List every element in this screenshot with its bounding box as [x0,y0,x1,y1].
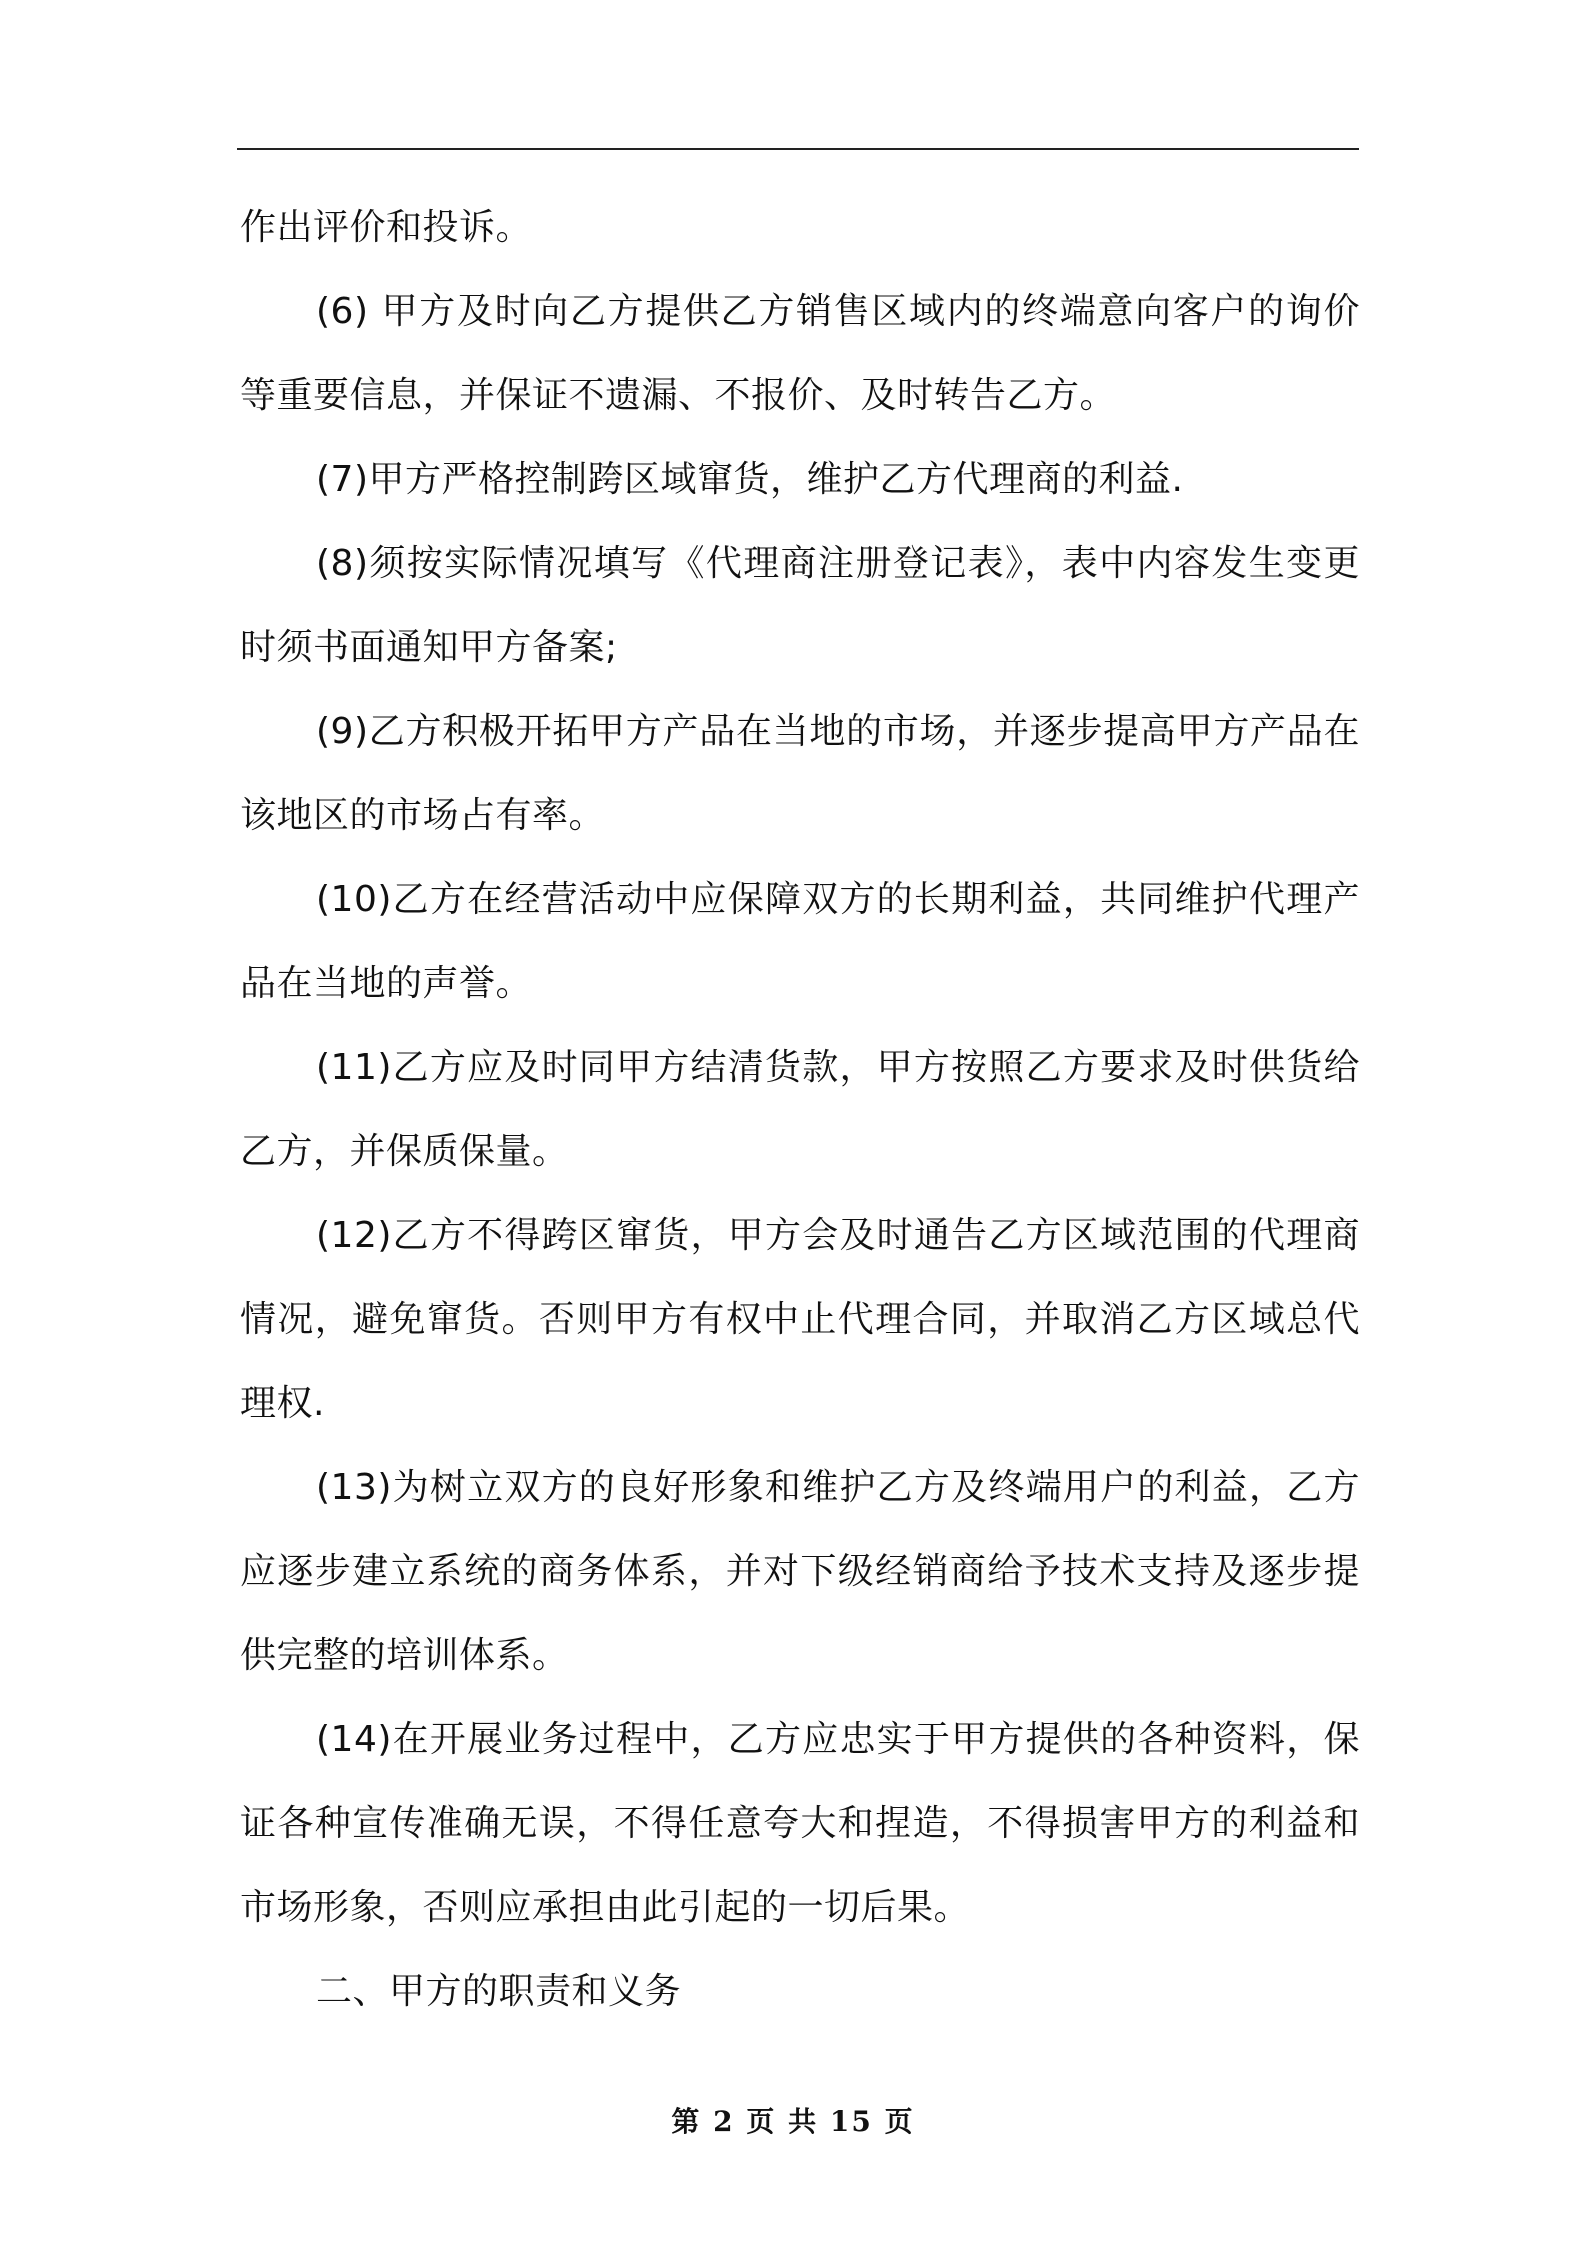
section-heading: 二、甲方的职责和义务 [316,1971,682,2012]
page-number: 第 2 页 共 15 页 [671,2105,915,2138]
paragraph-1: 作出评价和投诉。 [240,207,533,248]
paragraph-6: (10)乙方在经营活动中应保障双方的长期利益，共同维护代理产品在当地的声誉。 [240,879,1360,1004]
paragraph-3: (7)甲方严格控制跨区域窜货，维护乙方代理商的利益. [316,459,1184,500]
paragraph-10: (14)在开展业务过程中，乙方应忠实于甲方提供的各种资料，保证各种宣传准确无误，不得任意夸大和捏造，不得损害甲方的利益和市场形象，否则应承担由此引起的一切后果。 [240,1719,1360,1928]
paragraph-4: (8)须按实际情况填写《代理商注册登记表》，表中内容发生变更时须书面通知甲方备案; [240,543,1360,668]
paragraph-2: (6) 甲方及时向乙方提供乙方销售区域内的终端意向客户的询价等重要信息，并保证不遗漏、不报价、及时转告乙方。 [240,291,1360,416]
paragraph-7: (11)乙方应及时同甲方结清货款，甲方按照乙方要求及时供货给乙方，并保质保量。 [240,1047,1360,1172]
paragraph-9: (13)为树立双方的良好形象和维护乙方及终端用户的利益，乙方应逐步建立系统的商务体系，并对下级经销商给予技术支持及逐步提供完整的培训体系。 [240,1467,1360,1676]
paragraph-8: (12)乙方不得跨区窜货，甲方会及时通告乙方区域范围的代理商情况，避免窜货。否则甲方有权中止代理合同，并取消乙方区域总代理权. [240,1215,1360,1424]
paragraph-5: (9)乙方积极开拓甲方产品在当地的市场，并逐步提高甲方产品在该地区的市场占有率。 [240,711,1360,836]
header-rule [237,148,1359,150]
document-body [240,186,1360,2034]
